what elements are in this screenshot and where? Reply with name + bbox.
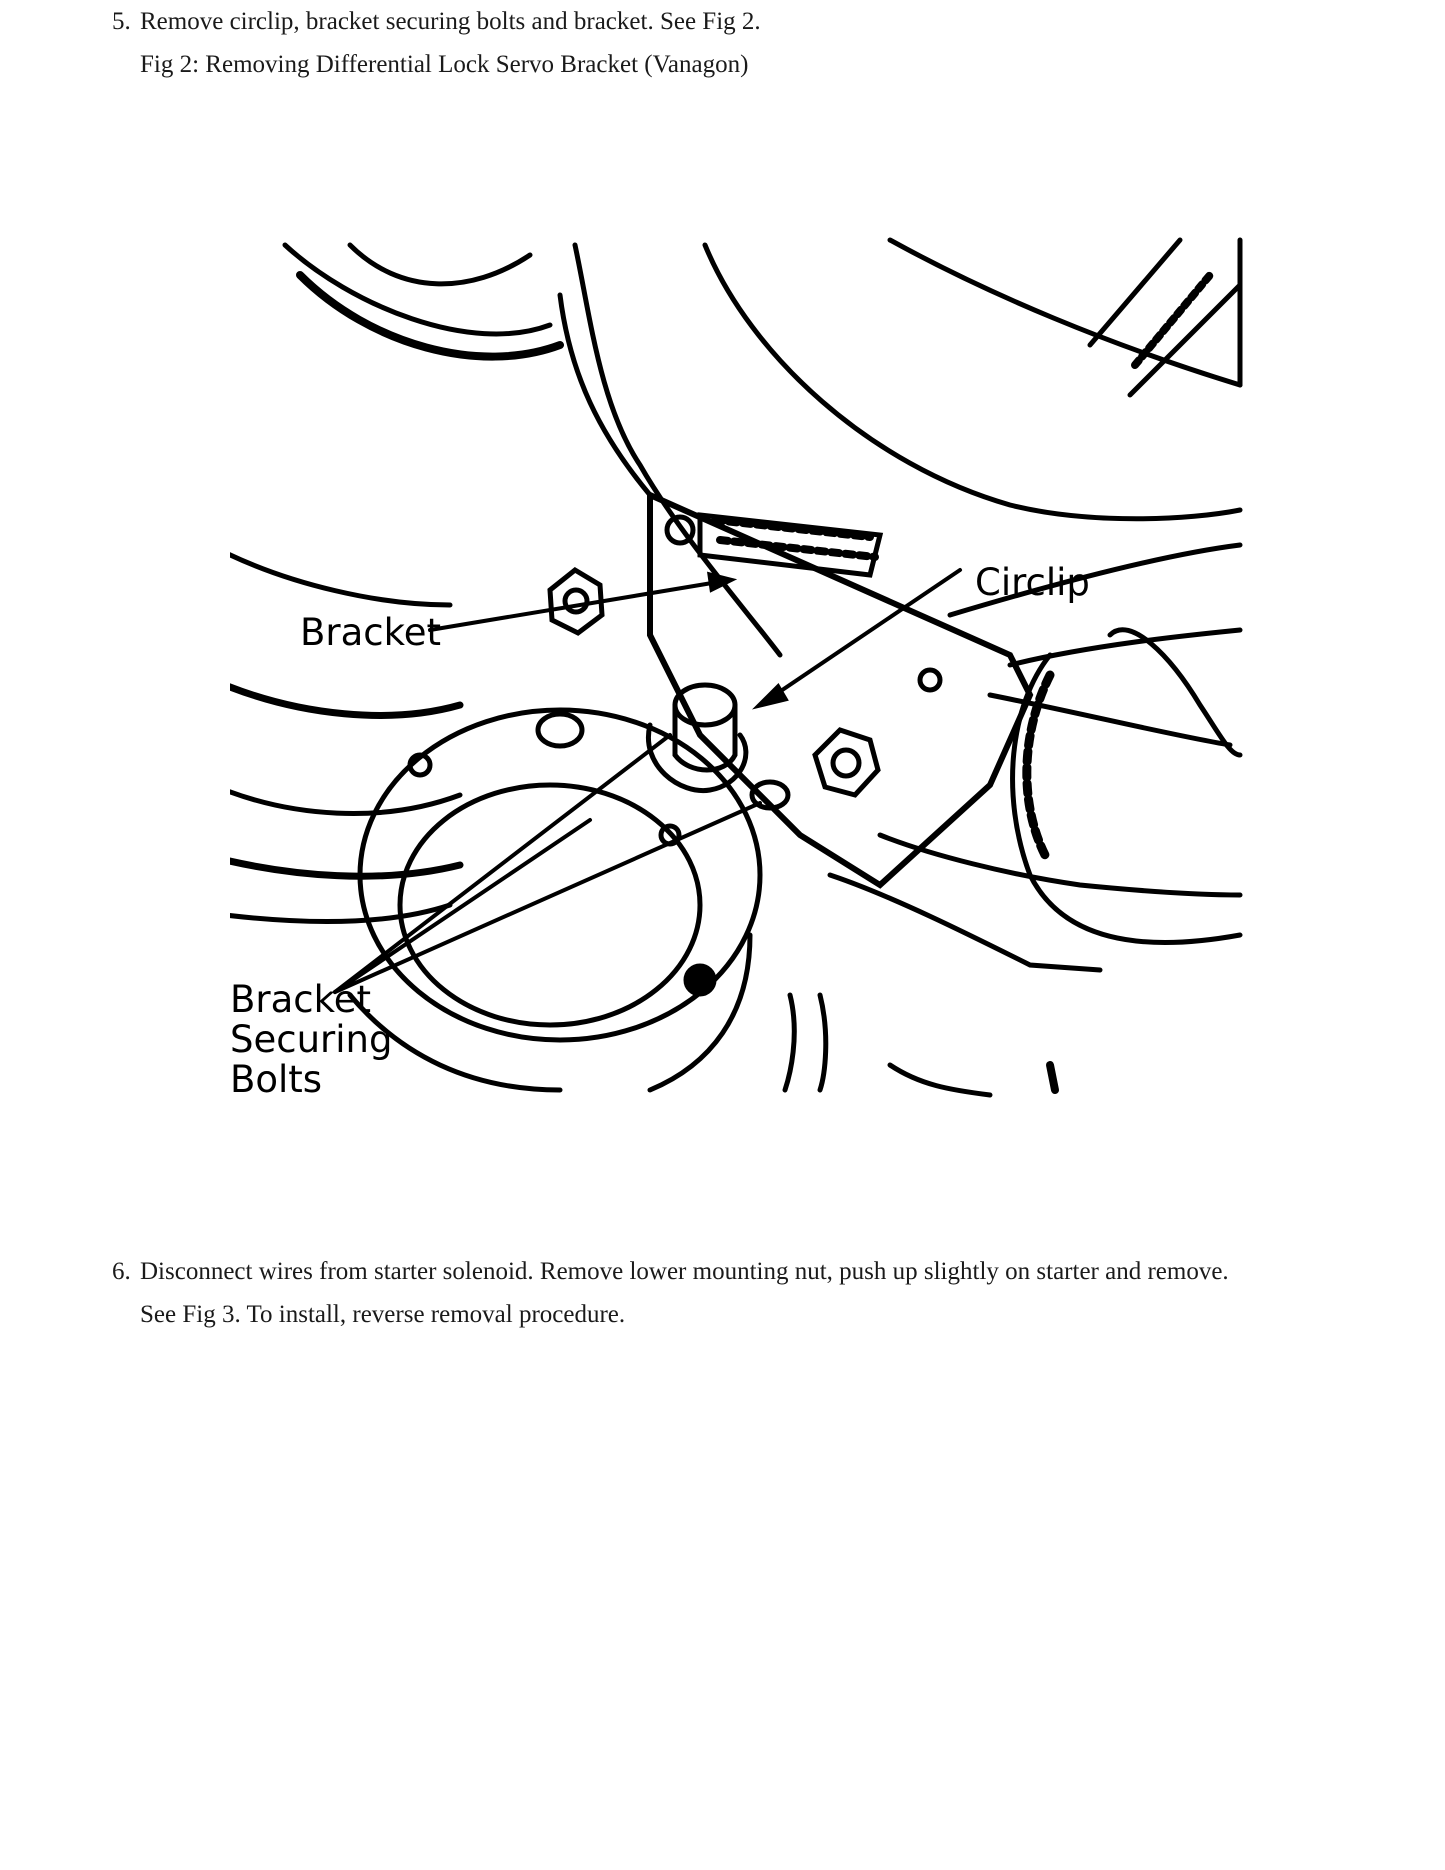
circlip-label: Circlip: [975, 561, 1090, 604]
figure-caption: Fig 2: Removing Differential Lock Servo Bracket (Vanagon): [140, 51, 749, 78]
step-number: 5.: [112, 8, 131, 35]
step-number: 6.: [112, 1258, 131, 1285]
step-text: Remove circlip, bracket securing bolts and bracket. See Fig 2.: [140, 8, 761, 35]
step-continuation: See Fig 3. To install, reverse removal procedure.: [140, 1301, 626, 1328]
bolts-label-line2: Securing: [230, 1018, 393, 1061]
differential-lock-servo-illustration: [230, 235, 1250, 1115]
bolts-label-line1: Bracket: [230, 978, 371, 1021]
step-5: [112, 0, 1412, 86]
figure-diagram: [230, 235, 1250, 1115]
step-text: Disconnect wires from starter solenoid. Remove lower mounting nut, push up slightly on starter and remove.: [140, 1258, 1229, 1285]
step-6: [112, 1250, 1412, 1336]
bolts-label-line3: Bolts: [230, 1058, 323, 1101]
bracket-label: Bracket: [300, 611, 441, 654]
